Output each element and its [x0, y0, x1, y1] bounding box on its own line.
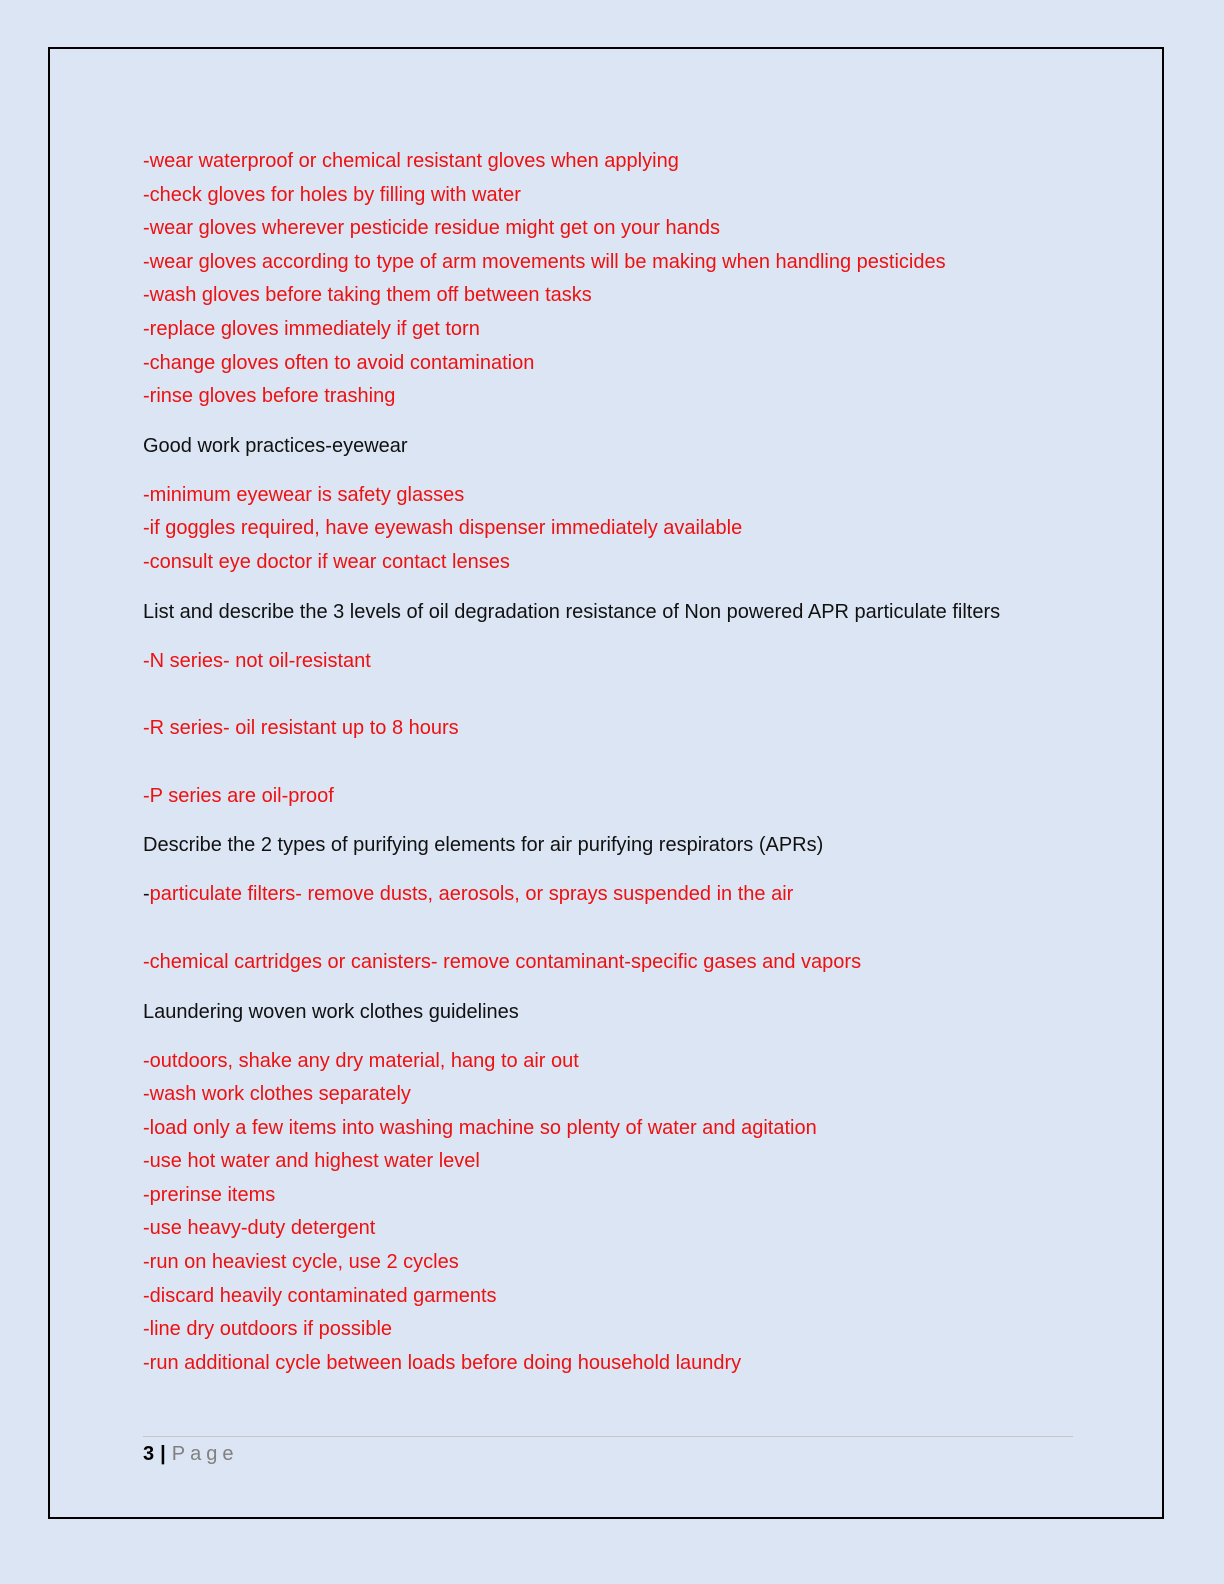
- laundering-heading: Laundering woven work clothes guidelines: [143, 1000, 519, 1023]
- document-body: [143, 145, 1083, 1380]
- page-footer: [143, 1440, 238, 1468]
- filters-heading: List and describe the 3 levels of oil degradation resistance of Non powered APR particulate filters: [143, 600, 1001, 623]
- list-item: -wear gloves according to type of arm movements will be making when handling pesticides: [143, 250, 946, 273]
- list-item: -N series- not oil-resistant: [143, 649, 371, 672]
- list-item: -wear waterproof or chemical resistant gloves when applying: [143, 150, 679, 172]
- laundering-list: [143, 1045, 1083, 1381]
- footer-separator: |: [160, 1443, 166, 1465]
- list-item: -R series- oil resistant up to 8 hours: [143, 717, 459, 740]
- list-item: -run additional cycle between loads before doing household laundry: [143, 1351, 742, 1374]
- list-item: -prerinse items: [143, 1183, 276, 1206]
- list-item: -P series are oil-proof: [143, 784, 334, 807]
- list-item: -change gloves often to avoid contamination: [143, 351, 535, 374]
- list-item: -chemical cartridges or canisters- remove contaminant-specific gases and vapors: [143, 950, 862, 973]
- eyewear-heading: Good work practices-eyewear: [143, 434, 408, 457]
- list-item: -check gloves for holes by filling with water: [143, 183, 521, 206]
- list-item: -rinse gloves before trashing: [143, 385, 396, 408]
- list-item: -if goggles required, have eyewash dispenser immediately available: [143, 517, 743, 540]
- purifying-list: [143, 878, 1083, 979]
- filters-list: [143, 645, 1083, 814]
- list-item: -wash gloves before taking them off between tasks: [143, 284, 592, 307]
- list-item: -use hot water and highest water level: [143, 1150, 480, 1173]
- gloves-list: [143, 145, 1083, 414]
- page-number: 3: [143, 1443, 155, 1465]
- list-item-text: particulate filters- remove dusts, aerosols, or sprays suspended in the air: [149, 883, 794, 906]
- eyewear-list: [143, 479, 1083, 580]
- list-item: -outdoors, shake any dry material, hang to air out: [143, 1049, 579, 1072]
- list-dash: -: [143, 883, 150, 906]
- list-item: -use heavy-duty detergent: [143, 1217, 376, 1240]
- footer-divider: [143, 1436, 1073, 1437]
- page-label: Page: [171, 1443, 239, 1465]
- list-item: -wear gloves wherever pesticide residue might get on your hands: [143, 217, 720, 240]
- list-item: -line dry outdoors if possible: [143, 1318, 393, 1341]
- list-item: -replace gloves immediately if get torn: [143, 317, 480, 340]
- list-item: -discard heavily contaminated garments: [143, 1284, 497, 1307]
- list-item: -minimum eyewear is safety glasses: [143, 483, 465, 506]
- list-item: -wash work clothes separately: [143, 1083, 411, 1106]
- list-item: -run on heaviest cycle, use 2 cycles: [143, 1251, 459, 1274]
- purifying-heading: Describe the 2 types of purifying elements for air purifying respirators (APRs): [143, 834, 824, 857]
- list-item: [143, 878, 1083, 912]
- list-item: -load only a few items into washing machine so plenty of water and agitation: [143, 1116, 817, 1139]
- list-item: -consult eye doctor if wear contact lenses: [143, 550, 510, 573]
